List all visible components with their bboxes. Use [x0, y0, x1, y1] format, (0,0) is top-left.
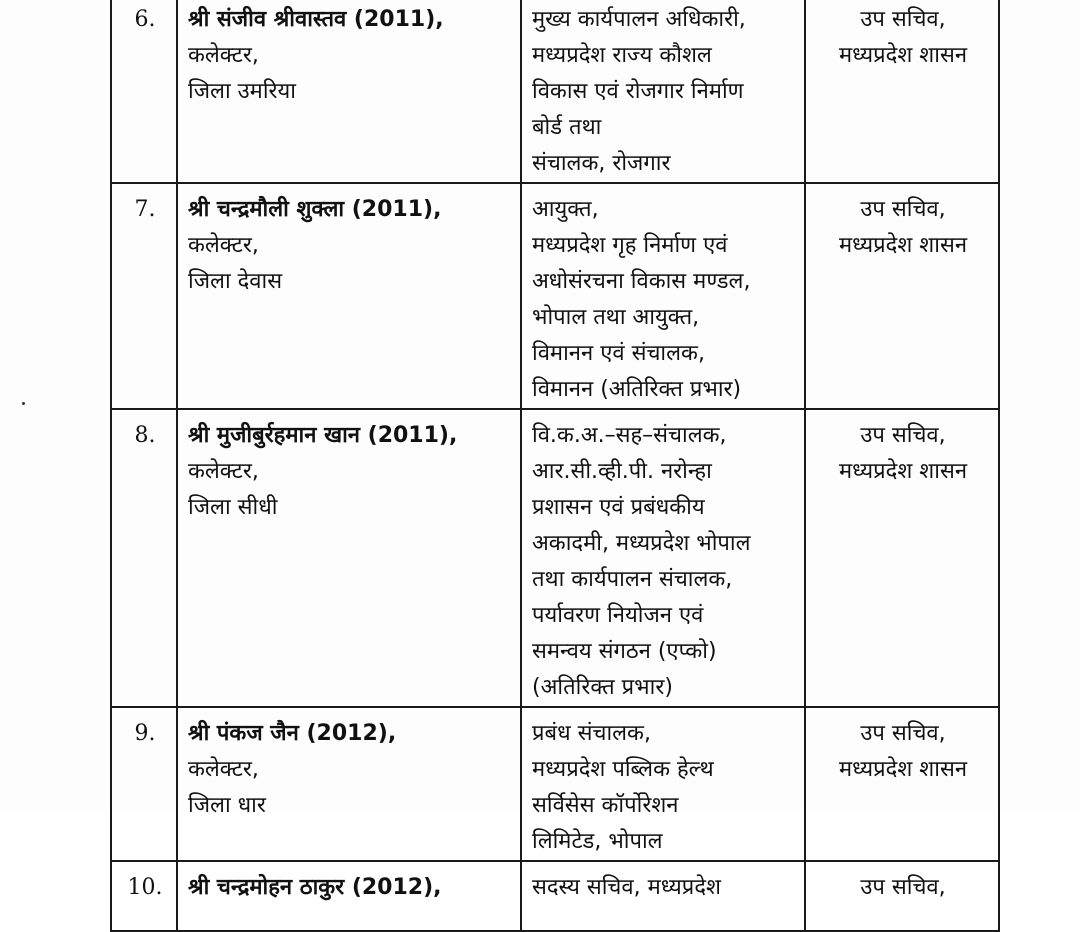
new-posting-line: प्रशासन एवं प्रबंधकीय	[532, 495, 705, 520]
new-posting-cell	[521, 0, 805, 183]
table-row	[111, 409, 999, 707]
new-posting-line: मध्यप्रदेश गृह निर्माण एवं	[532, 233, 728, 258]
new-posting-line: प्रबंध संचालक,	[532, 721, 651, 746]
new-posting-cell	[521, 861, 805, 931]
current-posting-line: जिला धार	[188, 793, 266, 818]
designation-line: उप सचिव,	[860, 875, 946, 900]
designation-cell	[805, 409, 999, 707]
designation-line: मध्यप्रदेश शासन	[838, 757, 968, 782]
designation-line: उप सचिव,	[860, 721, 946, 746]
designation-line: उप सचिव,	[860, 197, 946, 222]
designation-cell	[805, 861, 999, 931]
serial-number: 10.	[111, 861, 177, 931]
new-posting-line: बोर्ड तथा	[532, 115, 602, 140]
new-posting-line: मध्यप्रदेश राज्य कौशल	[532, 43, 712, 68]
designation-cell	[805, 183, 999, 409]
officer-cell	[177, 409, 521, 707]
designation-cell	[805, 0, 999, 183]
new-posting-line: पर्यावरण नियोजन एवं	[532, 603, 704, 628]
designation-line: मध्यप्रदेश शासन	[838, 459, 968, 484]
new-posting-line: मुख्य कार्यपालन अधिकारी,	[532, 7, 746, 32]
new-posting-line: वि.क.अ.–सह–संचालक,	[532, 423, 727, 448]
current-posting-line: कलेक्टर,	[188, 757, 259, 782]
new-posting-line: अकादमी, मध्यप्रदेश भोपाल	[532, 531, 751, 556]
serial-number: 6.	[111, 0, 177, 183]
officer-name: श्री पंकज जैन (2012),	[188, 721, 397, 746]
new-posting-line: सदस्य सचिव, मध्यप्रदेश	[532, 875, 721, 900]
current-posting-line: जिला देवास	[188, 269, 283, 294]
current-posting-line: कलेक्टर,	[188, 459, 259, 484]
current-posting-line: कलेक्टर,	[188, 43, 259, 68]
table-row	[111, 0, 999, 183]
table-row	[111, 861, 999, 931]
table-row	[111, 707, 999, 861]
new-posting-line: सर्विसेस कॉर्पोरेशन	[532, 793, 679, 818]
table-row	[111, 183, 999, 409]
officer-cell	[177, 861, 521, 931]
officer-cell	[177, 707, 521, 861]
designation-cell	[805, 707, 999, 861]
current-posting-line: जिला सीधी	[188, 495, 278, 520]
new-posting-cell	[521, 409, 805, 707]
new-posting-line: समन्वय संगठन (एप्को)	[532, 639, 717, 664]
new-posting-line: संचालक, रोजगार	[532, 151, 671, 176]
new-posting-line: तथा कार्यपालन संचालक,	[532, 567, 733, 592]
new-posting-line: अधोसंरचना विकास मण्डल,	[532, 269, 751, 294]
transfer-orders-table	[110, 0, 1000, 932]
new-posting-line: मध्यप्रदेश पब्लिक हेल्थ	[532, 757, 714, 782]
current-posting-line: जिला उमरिया	[188, 79, 296, 104]
serial-number: 8.	[111, 409, 177, 707]
officer-name: श्री मुजीबुर्रहमान खान (2011),	[188, 423, 458, 448]
designation-line: मध्यप्रदेश शासन	[838, 43, 968, 68]
designation-line: उप सचिव,	[860, 7, 946, 32]
new-posting-line: लिमिटेड, भोपाल	[532, 829, 663, 854]
new-posting-line: आर.सी.व्ही.पी. नरोन्हा	[532, 459, 712, 484]
new-posting-line: विमानन (अतिरिक्त प्रभार)	[532, 377, 742, 402]
serial-number: 9.	[111, 707, 177, 861]
officer-cell	[177, 183, 521, 409]
officer-cell	[177, 0, 521, 183]
scan-mark	[22, 402, 25, 405]
designation-line: मध्यप्रदेश शासन	[838, 233, 968, 258]
new-posting-line: भोपाल तथा आयुक्त,	[532, 305, 700, 330]
designation-line: उप सचिव,	[860, 423, 946, 448]
new-posting-line: विकास एवं रोजगार निर्माण	[532, 79, 744, 104]
officer-name: श्री चन्द्रमोहन ठाकुर (2012),	[188, 875, 442, 900]
new-posting-line: (अतिरिक्त प्रभार)	[532, 675, 673, 700]
serial-number: 7.	[111, 183, 177, 409]
new-posting-line: आयुक्त,	[532, 197, 599, 222]
new-posting-line: विमानन एवं संचालक,	[532, 341, 705, 366]
officer-name: श्री संजीव श्रीवास्तव (2011),	[188, 7, 444, 32]
table-body	[111, 0, 999, 931]
current-posting-line: कलेक्टर,	[188, 233, 259, 258]
officer-name: श्री चन्द्रमौली शुक्ला (2011),	[188, 197, 442, 222]
new-posting-cell	[521, 183, 805, 409]
new-posting-cell	[521, 707, 805, 861]
